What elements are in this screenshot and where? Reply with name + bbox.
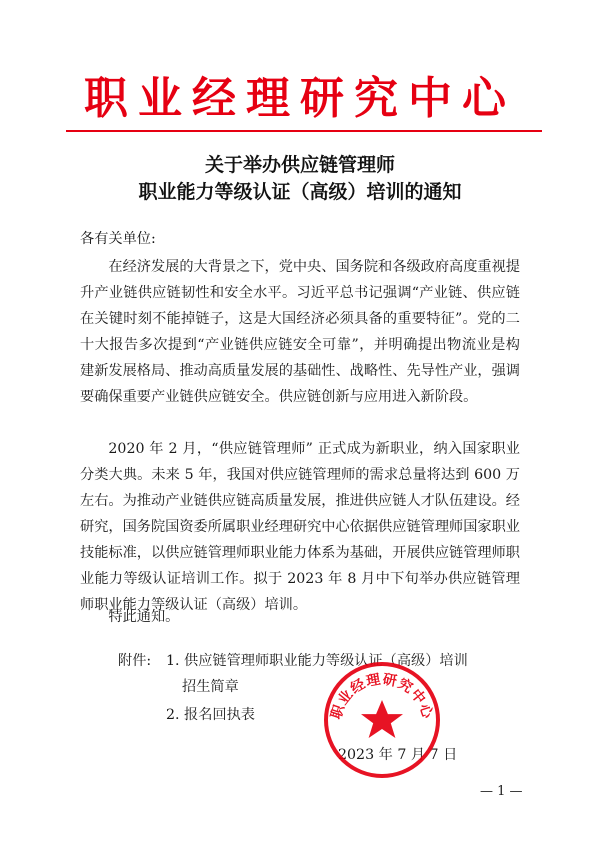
document-title-line2: 职业能力等级认证（高级）培训的通知 — [138, 181, 462, 203]
official-seal-icon — [322, 660, 442, 780]
org-header-title: 职业经理研究中心 — [84, 73, 516, 124]
paragraph-1: 在经济发展的大背景之下，党中央、国务院和各级政府高度重视提升产业链供应链韧性和安全水平。习近平总书记强调“产业链、供应链在关键时刻不能掉链子，这是大国经济必须具备的重要特征”。党的二十大报告多次提到“产业链供应链安全可靠”，并明确提出物流业是构建新发展格局、推动高质量发展的基础性、战略性、先导性产业，强调要确保重要产业链供应链安全。供应链创新与应用进入新阶段。 — [80, 259, 520, 405]
attachment-1-line1: 1. 供应链管理师职业能力等级认证（高级）培训 — [166, 653, 468, 669]
document-date: 2023 年 7 月 7 日 — [338, 747, 458, 763]
page-number: — 1 — — [480, 784, 523, 799]
paragraph-2: 2020 年 2 月，“供应链管理师” 正式成为新职业，纳入国家职业分类大典。未来 5 年，我国对供应链管理师的需求总量将达到 600 万左右。为推动产业链供应链高质量发展，推进供应链人才队伍建设。经研究，国务院国资委所属职业经理研究中心依据供应链管理师国家职业技能标准，以供应链管理师职业能力体系为基础，开展供应链管理师职业能力等级认证培训工作。拟于 2023 年 8 月中下旬举办供应链管理师职业能力等级认证（高级）培训。 — [80, 441, 520, 613]
star-icon — [361, 700, 403, 738]
attachments-label: 附件: — [118, 653, 152, 669]
document-title-line1: 关于举办供应链管理师 — [204, 154, 395, 176]
closing-line: 特此通知。 — [108, 609, 180, 625]
attachment-2: 2. 报名回执表 — [166, 707, 255, 723]
seal-text: 职业经理研究中心 — [328, 671, 436, 722]
header-divider — [66, 130, 542, 132]
salutation: 各有关单位: — [80, 231, 156, 247]
attachment-1-line2: 招生简章 — [182, 679, 239, 695]
